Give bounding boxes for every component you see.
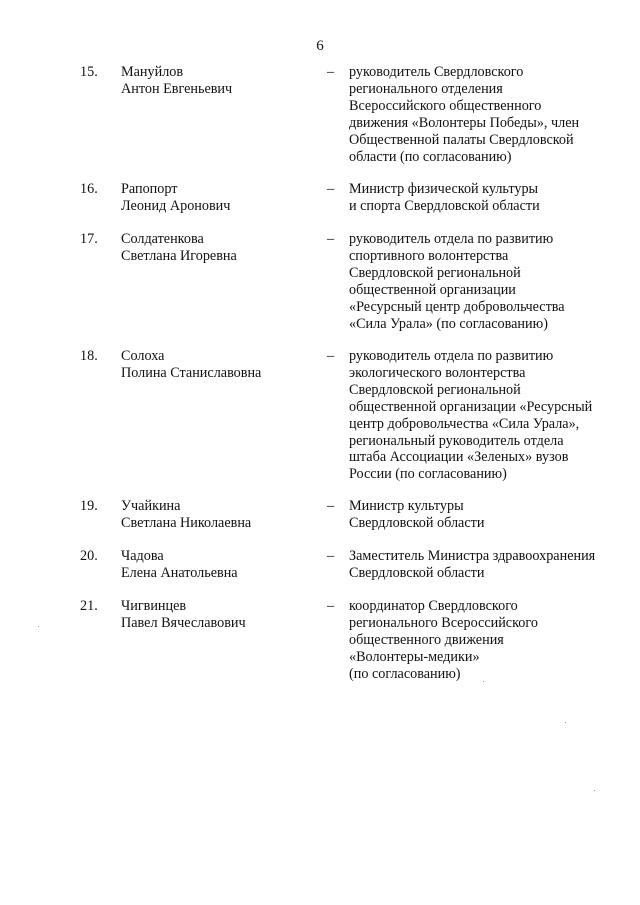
member-role	[349, 348, 619, 483]
dash-separator: –	[327, 64, 335, 80]
role-line: Свердловской области	[349, 514, 485, 531]
role-line: общественной организации «Ресурсный	[349, 398, 593, 415]
dash-separator: –	[327, 548, 335, 564]
member-surname: Рапопорт	[121, 181, 178, 197]
role-line: Всероссийского общественного	[349, 97, 542, 114]
member-given-names: Светлана Игоревна	[121, 247, 237, 264]
member-role	[349, 548, 619, 582]
entry-number: 21.	[80, 598, 98, 614]
role-line: движения «Волонтеры Победы», член	[349, 114, 580, 131]
dash-separator: –	[327, 231, 335, 247]
member-given-names: Елена Анатольевна	[121, 564, 238, 581]
role-line: Свердловской области	[349, 564, 485, 581]
role-line: Заместитель Министра здравоохранения	[349, 548, 596, 564]
role-line: центр добровольчества «Сила Урала»,	[349, 415, 580, 432]
dash-separator: –	[327, 348, 335, 364]
role-line: регионального отделения	[349, 80, 503, 97]
entry-number: 20.	[80, 548, 98, 564]
member-name	[121, 348, 321, 382]
role-line: общественного движения	[349, 631, 504, 648]
scan-speck	[594, 790, 595, 791]
member-name	[121, 498, 321, 532]
entry-number: 19.	[80, 498, 98, 514]
member-given-names: Леонид Аронович	[121, 197, 231, 214]
dash-separator: –	[327, 598, 335, 614]
member-role	[349, 231, 619, 332]
member-surname: Чадова	[121, 548, 164, 564]
scan-speck	[565, 722, 566, 723]
member-surname: Солоха	[121, 348, 165, 364]
role-line: Министр культуры	[349, 498, 464, 514]
role-line: общественной организации	[349, 281, 516, 298]
role-line: и спорта Свердловской области	[349, 197, 540, 214]
page-number: 6	[316, 38, 324, 54]
role-line: координатор Свердловского	[349, 598, 518, 614]
member-surname: Мануйлов	[121, 64, 184, 80]
role-line: региональный руководитель отдела	[349, 432, 564, 449]
role-line: спортивного волонтерства	[349, 247, 509, 264]
role-line: «Ресурсный центр добровольчества	[349, 298, 565, 315]
role-line: руководитель отдела по развитию	[349, 231, 554, 247]
role-line: области (по согласованию)	[349, 148, 512, 165]
member-name	[121, 231, 321, 265]
role-line: Свердловской региональной	[349, 381, 521, 398]
role-line: России (по согласованию)	[349, 466, 507, 483]
role-line: Свердловской региональной	[349, 264, 521, 281]
entry-number: 16.	[80, 181, 98, 197]
member-name	[121, 598, 321, 632]
role-line: Министр физической культуры	[349, 181, 539, 197]
role-line: регионального Всероссийского	[349, 614, 538, 631]
role-line: экологического волонтерства	[349, 364, 526, 381]
scan-speck	[483, 681, 484, 682]
member-role	[349, 64, 619, 165]
dash-separator: –	[327, 498, 335, 514]
member-role	[349, 598, 619, 683]
member-name	[121, 64, 321, 98]
role-line: руководитель Свердловского	[349, 64, 524, 80]
scan-speck	[38, 626, 39, 627]
member-given-names: Светлана Николаевна	[121, 514, 252, 531]
member-given-names: Антон Евгеньевич	[121, 80, 233, 97]
member-name	[121, 548, 321, 582]
role-line: «Сила Урала» (по согласованию)	[349, 315, 548, 332]
member-surname: Чигвинцев	[121, 598, 187, 614]
entry-number: 18.	[80, 348, 98, 364]
role-line: штаба Ассоциации «Зеленых» вузов	[349, 449, 569, 466]
dash-separator: –	[327, 181, 335, 197]
member-name	[121, 181, 321, 215]
member-given-names: Павел Вячеславович	[121, 614, 246, 631]
entry-number: 17.	[80, 231, 98, 247]
member-given-names: Полина Станиславовна	[121, 364, 262, 381]
member-role	[349, 498, 619, 532]
member-surname: Учайкина	[121, 498, 181, 514]
member-surname: Солдатенкова	[121, 231, 204, 247]
member-role	[349, 181, 619, 215]
role-line: (по согласованию)	[349, 665, 461, 682]
role-line: Общественной палаты Свердловской	[349, 131, 574, 148]
entry-number: 15.	[80, 64, 98, 80]
role-line: «Волонтеры-медики»	[349, 648, 480, 665]
role-line: руководитель отдела по развитию	[349, 348, 554, 364]
